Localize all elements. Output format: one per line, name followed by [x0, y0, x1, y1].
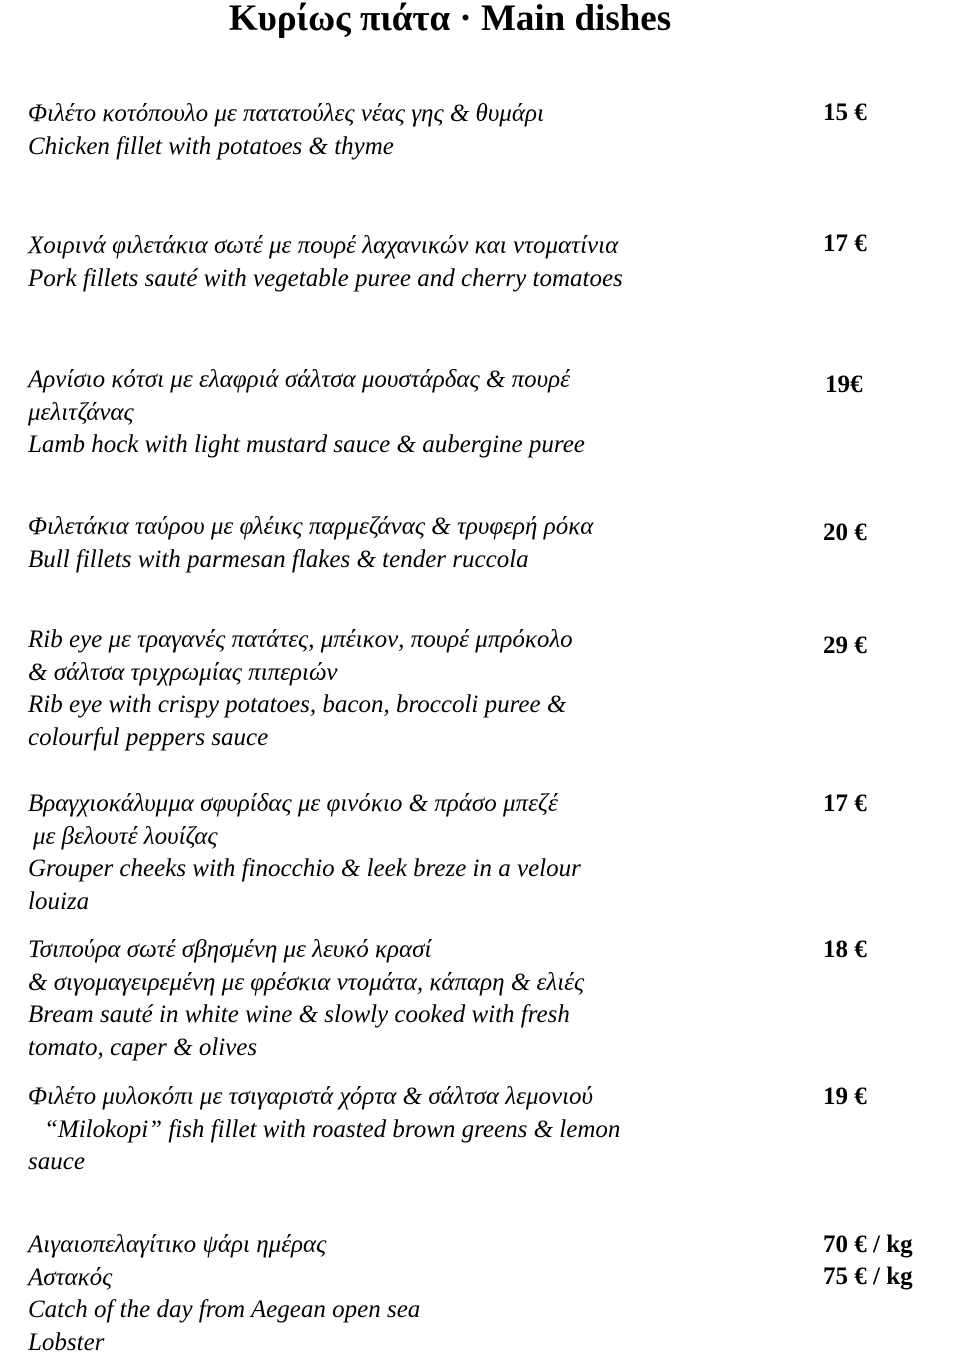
- catch-of-day-price: 70 € / kg: [823, 1229, 913, 1262]
- dish-name-english: Chicken fillet with potatoes & thyme: [28, 131, 544, 164]
- dish-name-greek: Χοιρινά φιλετάκια σωτέ με πουρέ λαχανικών και ντοματίνια: [28, 230, 623, 263]
- dish-name-greek-cont: με βελουτέ λουίζας: [28, 821, 581, 854]
- dish-name-english: “Milokopi” fish fillet with roasted brown greens & lemon: [28, 1114, 620, 1147]
- menu-title: Κυρίως πιάτα · Main dishes: [0, 0, 900, 38]
- dish-price: 15 €: [823, 97, 867, 130]
- dish-grouper-cheeks: [28, 788, 581, 918]
- dish-name-english-cont: louiza: [28, 886, 581, 919]
- catch-of-day-english: Catch of the day from Aegean open sea: [28, 1294, 420, 1327]
- dish-name-greek: Rib eye με τραγανές πατάτες, μπέικον, πουρέ μπρόκολο: [28, 624, 573, 657]
- dish-name-english-cont: colourful peppers sauce: [28, 722, 573, 755]
- dish-name-english: Grouper cheeks with finocchio & leek breze in a velour: [28, 853, 581, 886]
- dish-lamb-hock: [28, 364, 585, 462]
- lobster-greek: Αστακός: [28, 1262, 420, 1295]
- lobster-price: 75 € / kg: [823, 1261, 913, 1294]
- dish-market-price: [28, 1229, 420, 1359]
- dish-pork-fillets: [28, 230, 623, 295]
- dish-name-english: Bream sauté in white wine & slowly cooked with fresh: [28, 999, 584, 1032]
- dish-price: 19€: [825, 369, 863, 402]
- dish-name-greek: Τσιπούρα σωτέ σβησμένη με λευκό κρασί: [28, 934, 584, 967]
- dish-price: 18 €: [823, 934, 867, 967]
- dish-name-english-cont: tomato, caper & olives: [28, 1032, 584, 1065]
- dish-name-greek-cont: & σάλτσα τριχρωμίας πιπεριών: [28, 657, 573, 690]
- dish-name-english: Bull fillets with parmesan flakes & tender ruccola: [28, 544, 593, 577]
- dish-name-english-cont: sauce: [28, 1146, 620, 1179]
- lobster-english: Lobster: [28, 1327, 420, 1359]
- dish-name-greek: Βραγχιοκάλυμμα σφυρίδας με φινόκιο & πράσο μπεζέ: [28, 788, 581, 821]
- dish-name-greek-cont: μελιτζάνας: [28, 397, 585, 430]
- dish-price: 17 €: [823, 788, 867, 821]
- dish-name-english: Pork fillets sauté with vegetable puree and cherry tomatoes: [28, 263, 623, 296]
- dish-price: 17 €: [823, 228, 867, 261]
- dish-bream: [28, 934, 584, 1064]
- dish-name-english: Rib eye with crispy potatoes, bacon, broccoli puree &: [28, 689, 573, 722]
- dish-rib-eye: [28, 624, 573, 754]
- dish-milokopi: [28, 1081, 620, 1179]
- dish-bull-fillets: [28, 511, 593, 576]
- catch-of-day-greek: Αιγαιοπελαγίτικο ψάρι ημέρας: [28, 1229, 420, 1262]
- dish-name-greek: Αρνίσιο κότσι με ελαφριά σάλτσα μουστάρδας & πουρέ: [28, 364, 585, 397]
- dish-name-greek-cont: & σιγομαγειρεμένη με φρέσκια ντομάτα, κάπαρη & ελιές: [28, 967, 584, 1000]
- dish-price: 20 €: [823, 517, 867, 550]
- dish-name-greek: Φιλέτο κοτόπουλο με πατατούλες νέας γης & θυμάρι: [28, 98, 544, 131]
- dish-name-greek: Φιλέτο μυλοκόπι με τσιγαριστά χόρτα & σάλτσα λεμονιού: [28, 1081, 620, 1114]
- dish-price: 19 €: [823, 1081, 867, 1114]
- dish-price: 29 €: [823, 630, 867, 663]
- dish-name-english: Lamb hock with light mustard sauce & aubergine puree: [28, 429, 585, 462]
- dish-name-greek: Φιλετάκια ταύρου με φλέικς παρμεζάνας & τρυφερή ρόκα: [28, 511, 593, 544]
- dish-chicken-fillet: [28, 98, 544, 163]
